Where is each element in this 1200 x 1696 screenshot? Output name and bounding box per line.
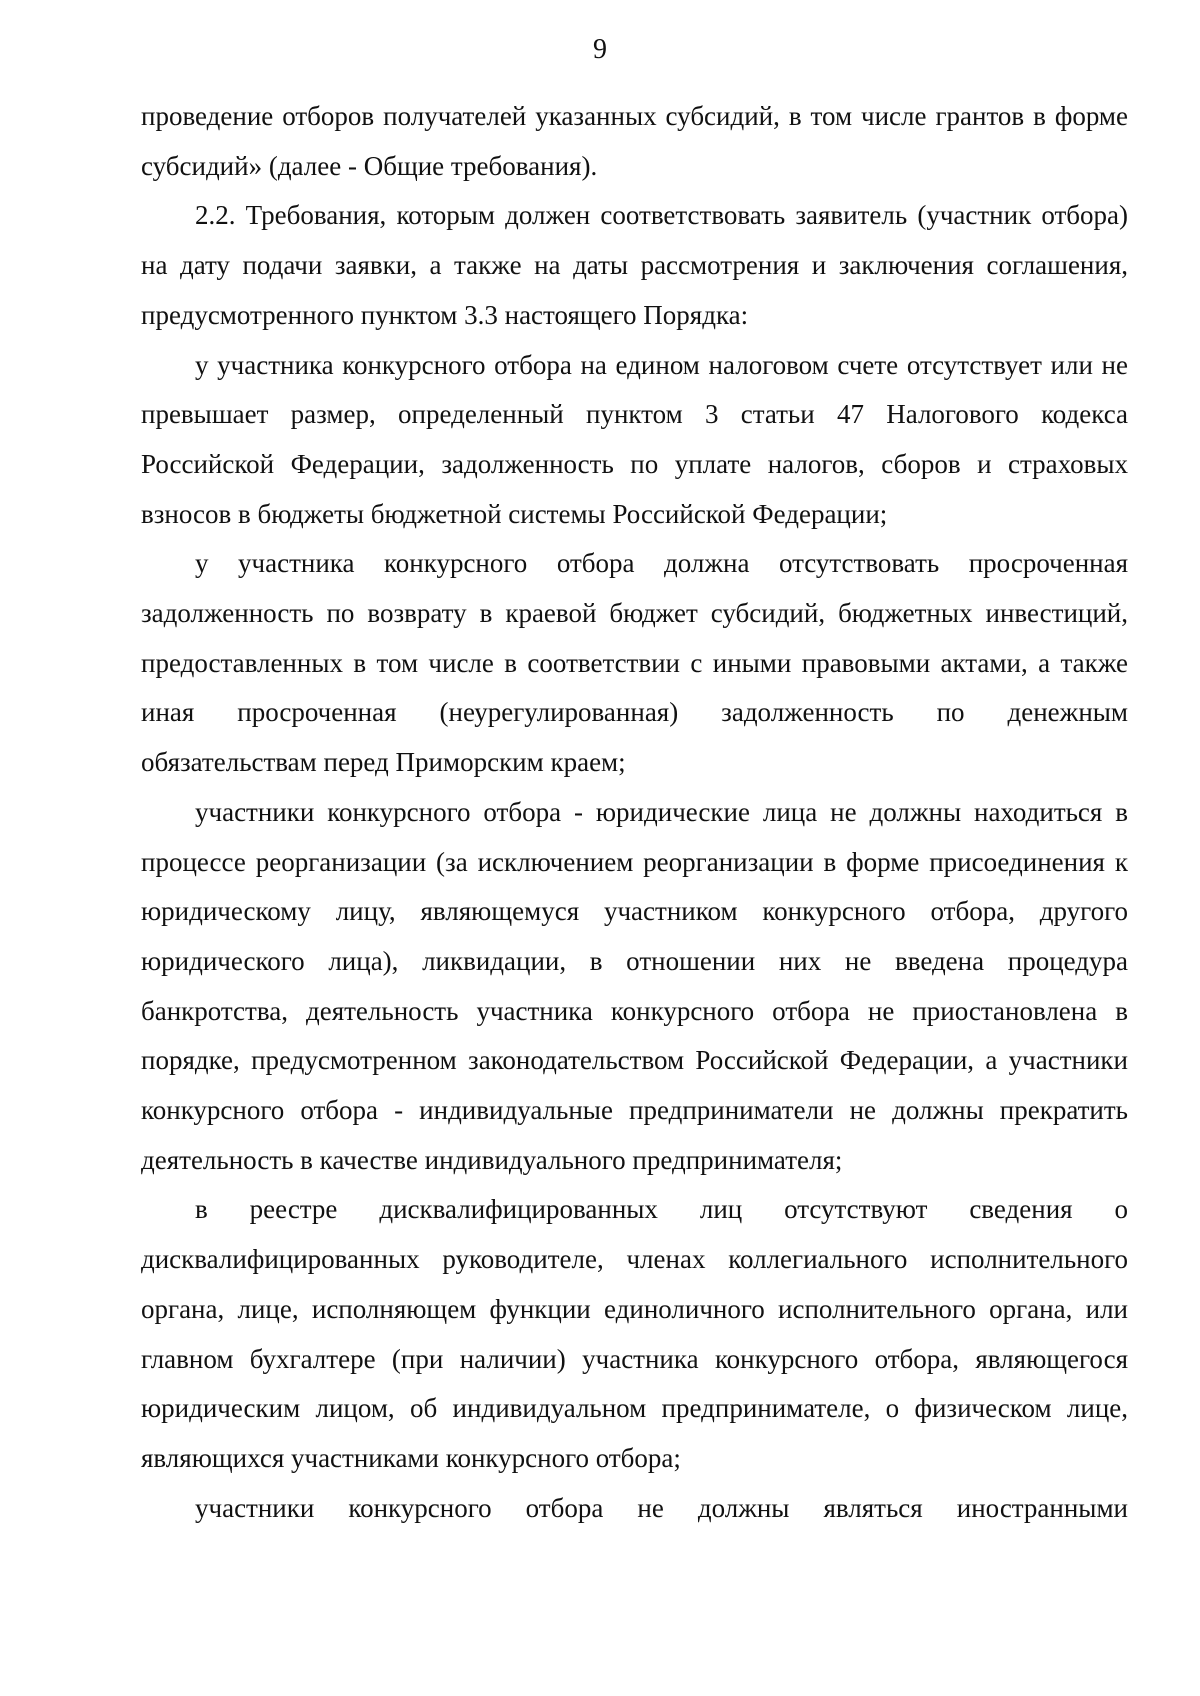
- page-number: 9: [593, 34, 607, 65]
- paragraph-overdue-debt: у участника конкурсного отбора должна отсутствовать просроченная задолженность по возврату в краевой бюджет субсидий, бюджетных инвестиций, предоставленных в том числе в соответствии с иными правовыми актами, а также иная просроченная (неурегулированная) задолженность по денежным обязательствам перед Приморским краем;: [141, 548, 1128, 778]
- paragraph-tax-debt: у участника конкурсного отбора на едином налоговом счете отсутствует или не превышает размер, определенный пунктом 3 статьи 47 Налогового кодекса Российской Федерации, задолженность по уплате налогов, сборов и страховых взносов в бюджеты бюджетной системы Российской Федерации;: [141, 349, 1128, 529]
- paragraph-foreign-entities: участники конкурсного отбора не должны являться иностранными: [195, 1492, 1128, 1523]
- document-body: [141, 92, 1128, 1533]
- paragraph-disqualified-registry: в реестре дисквалифицированных лиц отсутствуют сведения о дисквалифицированных руководителе, членах коллегиального исполнительного органа, лице, исполняющем функции единоличного исполнительного органа, или главном бухгалтере (при наличии) участника конкурсного отбора, являющегося юридическим лицом, об индивидуальном предпринимателе, о физическом лице, являющихся участниками конкурсного отбора;: [141, 1194, 1128, 1473]
- paragraph-requirements-heading: 2.2. Требования, которым должен соответствовать заявитель (участник отбора) на дату подачи заявки, а также на даты рассмотрения и заключения соглашения, предусмотренного пунктом 3.3 настоящего Порядка:: [141, 200, 1128, 330]
- paragraph-continuation: проведение отборов получателей указанных субсидий, в том числе грантов в форме субсидий» (далее - Общие требования).: [141, 101, 1128, 181]
- paragraph-reorganization: участники конкурсного отбора - юридические лица не должны находиться в процессе реорганизации (за исключением реорганизации в форме присоединения к юридическому лицу, являющемуся участником конкурсного отбора, другого юридического лица), ликвидации, в отношении них не введена процедура банкротства, деятельность участника конкурсного отбора не приостановлена в порядке, предусмотренном законодательством Российской Федерации, а участники конкурсного отбора - индивидуальные предприниматели не должны прекратить деятельность в качестве индивидуального предпринимателя;: [141, 796, 1128, 1175]
